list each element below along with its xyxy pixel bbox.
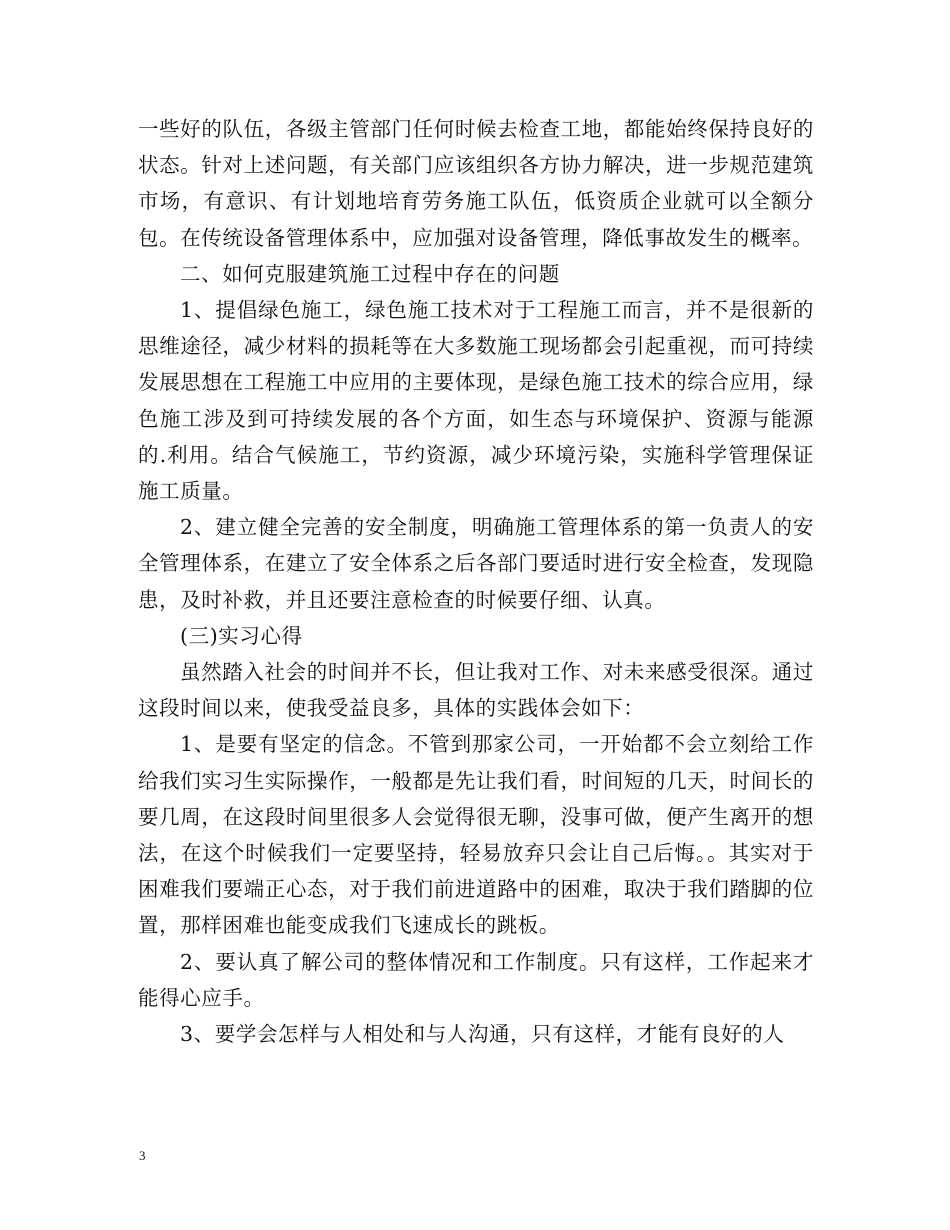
section-heading-2: 二、如何克服建筑施工过程中存在的问题 — [180, 261, 560, 286]
paragraph-communication: 3、要学会怎样与人相处和与人沟通，只有这样，才能有良好的人 — [180, 1022, 785, 1047]
paragraph-1: 一些好的队伍，各级主管部门任何时候去检查工地，都能始终保持良好的状态。针对上述问题，有关部门应该组织各方协力解决，进一步规范建筑市场，有意识、有计划地培育劳务施工队伍，低资质企业就可以全额分包。在传统设备管理体系中，应加强对设备管理，降低事故发生的概率。 — [138, 117, 814, 250]
paragraph-company-understanding: 2、要认真了解公司的整体情况和工作制度。只有这样，工作起来才能得心应手。 — [138, 949, 814, 1010]
paragraph-firm-belief: 1、是要有坚定的信念。不管到那家公司，一开始都不会立刻给工作给我们实习生实际操作，一般都是先让我们看，时间短的几天，时间长的要几周，在这段时间里很多人会觉得很无聊，没事可做，便产生离开的想法，在这个时候我们一定要坚持，轻易放弃只会让自己后悔。。其实对于困难我们要端正心态，对于我们前进道路中的困难，取决于我们踏脚的位置，那样困难也能变成我们飞速成长的跳板。 — [138, 732, 814, 938]
paragraph-safety-system: 2、建立健全完善的安全制度，明确施工管理体系的第一负责人的安全管理体系，在建立了安全体系之后各部门要适时进行安全检查，发现隐患，及时补救，并且还要注意检查的时候要仔细、认真。 — [138, 515, 814, 612]
body-text — [138, 111, 814, 1052]
section-heading-3: (三)实习心得 — [180, 623, 303, 648]
paragraph-internship-intro: 虽然踏入社会的时间并不长，但让我对工作、对未来感受很深。通过这段时间以来，使我受益良多，具体的实践体会如下： — [138, 660, 814, 721]
page-number: 3 — [139, 1148, 146, 1163]
paragraph-green-construction: 1、提倡绿色施工，绿色施工技术对于工程施工而言，并不是很新的思维途径，减少材料的损耗等在大多数施工现场都会引起重视，而可持续发展思想在工程施工中应用的主要体现，是绿色施工技术的综合应用，绿色施工涉及到可持续发展的各个方面，如生态与环境保护、资源与能源的.利用。结合气候施工，节约资源，减少环境污染，实施科学管理保证施工质量。 — [138, 298, 814, 504]
